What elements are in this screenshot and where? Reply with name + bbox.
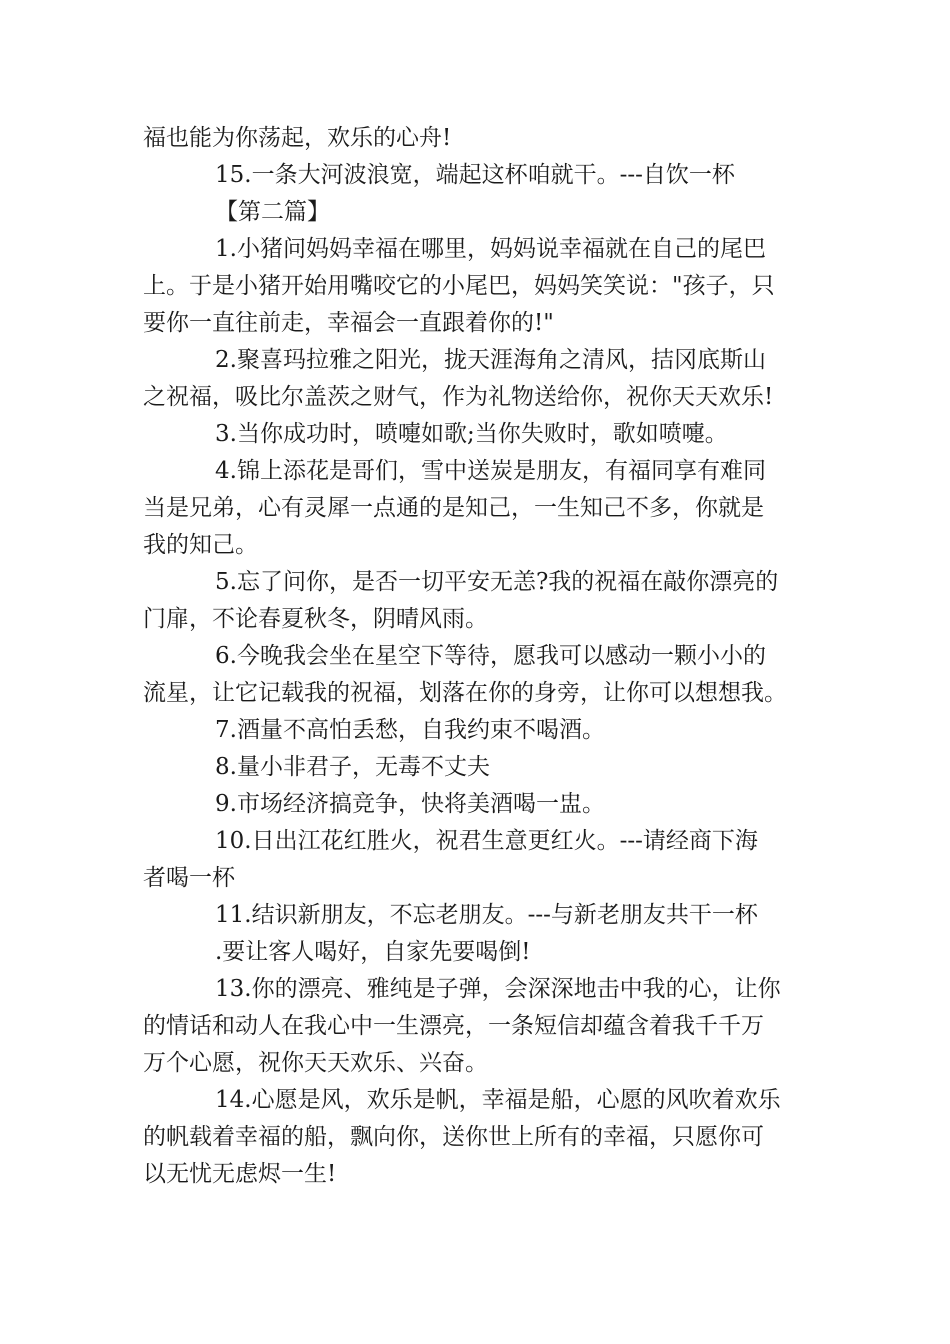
text-line: 万个心愿，祝你天天欢乐、兴奋。: [143, 1050, 488, 1076]
text-line: 我的知己。: [143, 532, 258, 558]
text-line: 者喝一杯: [143, 865, 235, 891]
section-heading: 【第二篇】: [215, 199, 330, 225]
text-line: 15.一条大河波浪宽，端起这杯咱就干。---自饮一杯: [215, 162, 735, 188]
text-line: 11.结识新朋友，不忘老朋友。---与新老朋友共干一杯: [215, 902, 758, 928]
text-line: 8.量小非君子，无毒不丈夫: [215, 754, 490, 780]
text-line: 9.市场经济搞竞争，快将美酒喝一盅。: [215, 791, 605, 817]
text-line: 上。于是小猪开始用嘴咬它的小尾巴，妈妈笑笑说："孩子，只: [143, 273, 775, 299]
text-line: 之祝福，吸比尔盖茨之财气，作为礼物送给你，祝你天天欢乐!: [143, 384, 774, 410]
text-line: 5.忘了问你，是否一切平安无恙?我的祝福在敲你漂亮的: [215, 569, 779, 595]
text-line: 2.聚喜玛拉雅之阳光，拢天涯海角之清风，拮冈底斯山: [215, 347, 766, 373]
document-body: [143, 120, 811, 1193]
text-line: .要让客人喝好，自家先要喝倒!: [215, 939, 531, 965]
text-line: 门扉，不论春夏秋冬，阴晴风雨。: [143, 606, 488, 632]
text-line: 14.心愿是风，欢乐是帆，幸福是船，心愿的风吹着欢乐: [215, 1087, 781, 1113]
text-line: 流星，让它记载我的祝福，划落在你的身旁，让你可以想想我。: [143, 680, 787, 706]
text-line: 的情话和动人在我心中一生漂亮，一条短信却蕴含着我千千万: [143, 1013, 764, 1039]
text-line: 6.今晚我会坐在星空下等待，愿我可以感动一颗小小的: [215, 643, 766, 669]
text-line: 13.你的漂亮、雅纯是子弹，会深深地击中我的心，让你: [215, 976, 781, 1002]
text-line: 4.锦上添花是哥们，雪中送炭是朋友，有福同享有难同: [215, 458, 766, 484]
text-line: 福也能为你荡起，欢乐的心舟!: [143, 125, 452, 151]
text-line: 的帆载着幸福的船，飘向你，送你世上所有的幸福，只愿你可: [143, 1124, 764, 1150]
text-line: 1.小猪问妈妈幸福在哪里，妈妈说幸福就在自己的尾巴: [215, 236, 766, 262]
text-line: 当是兄弟，心有灵犀一点通的是知己，一生知己不多，你就是: [143, 495, 764, 521]
text-line: 10.日出江花红胜火，祝君生意更红火。---请经商下海: [215, 828, 758, 854]
text-line: 7.酒量不高怕丢愁，自我约束不喝酒。: [215, 717, 605, 743]
text-line: 要你一直往前走，幸福会一直跟着你的!": [143, 310, 554, 336]
text-line: 以无忧无虑烬一生!: [143, 1161, 337, 1187]
text-line: 3.当你成功时，喷嚏如歌;当你失败时，歌如喷嚏。: [215, 421, 728, 447]
